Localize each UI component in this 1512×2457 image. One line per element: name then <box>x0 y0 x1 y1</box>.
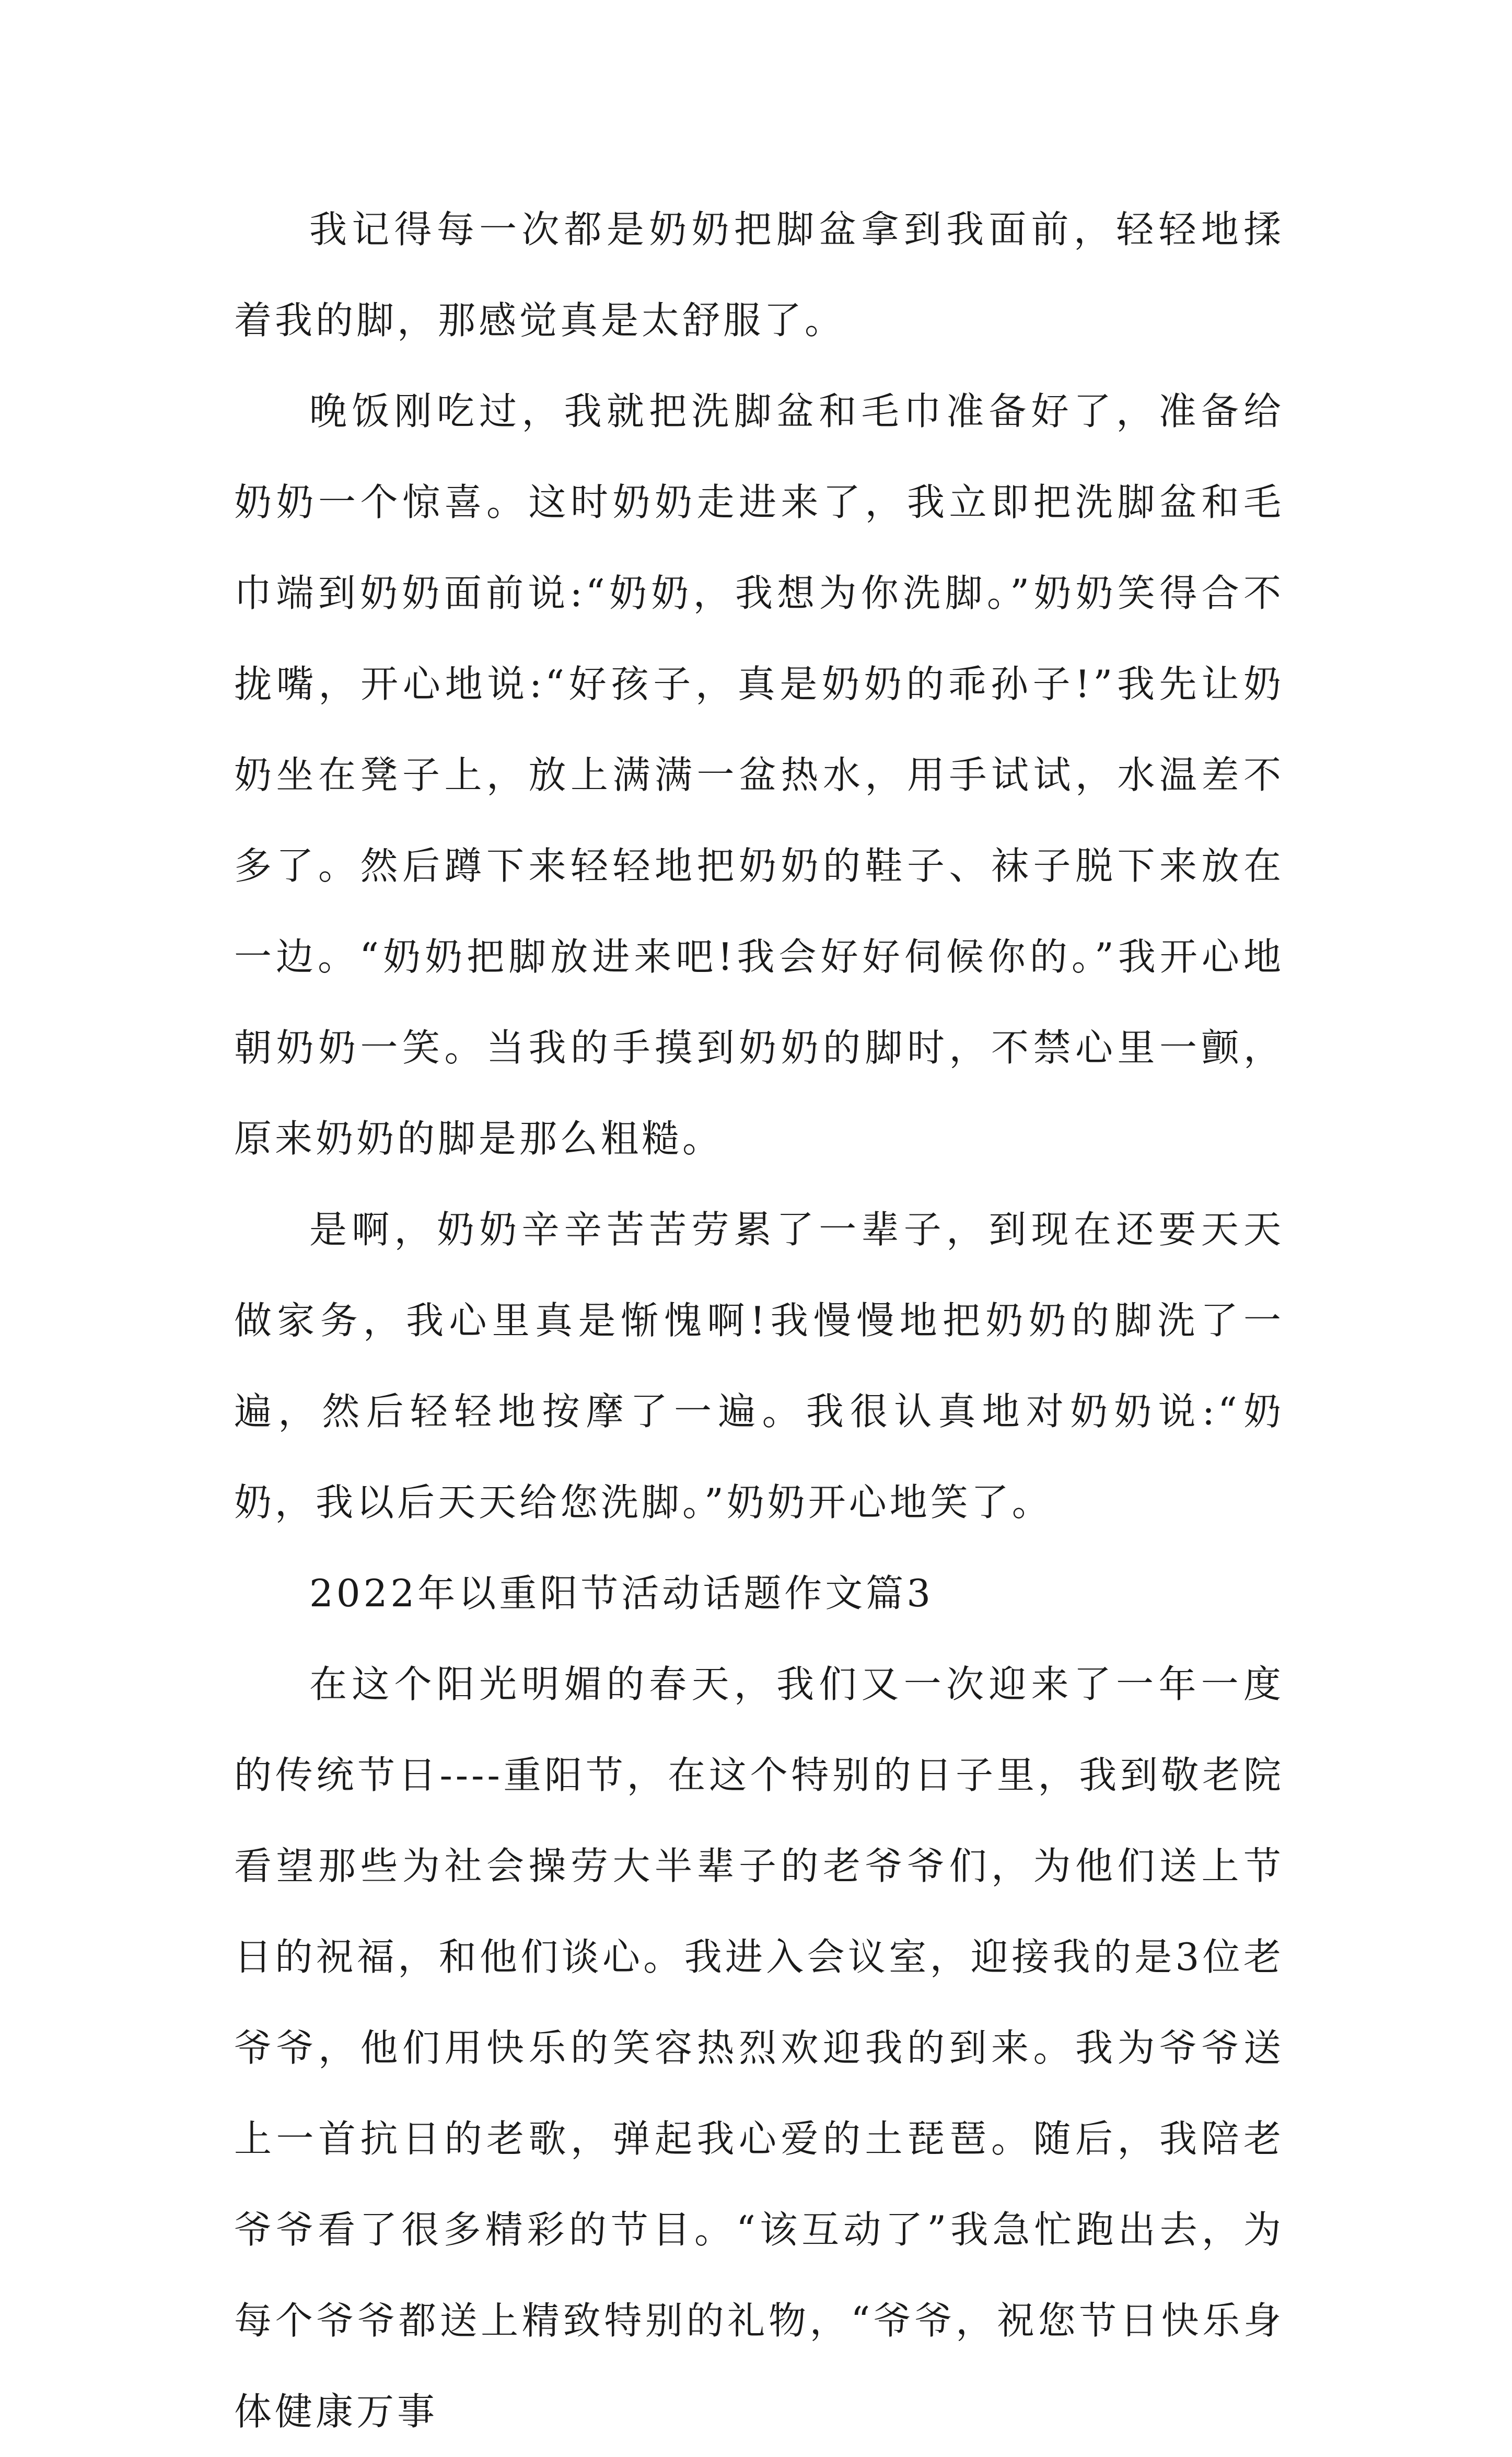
paragraph-1: 我记得每一次都是奶奶把脚盆拿到我面前，轻轻地揉着我的脚，那感觉真是太舒服了。 <box>234 207 1284 342</box>
section-heading: 2022年以重阳节活动话题作文篇3 <box>309 1571 934 1615</box>
paragraph-2: 晚饭刚吃过，我就把洗脚盆和毛巾准备好了，准备给奶奶一个惊喜。这时奶奶走进来了，我立即把洗脚盆和毛巾端到奶奶面前说:“奶奶，我想为你洗脚。”奶奶笑得合不拢嘴，开心地说:“好孩子，真是奶奶的乖孙子!”我先让奶奶坐在凳子上，放上满满一盆热水，用手试试，水温差不多了。然后蹲下来轻轻地把奶奶的鞋子、袜子脱下来放在一边。“奶奶把脚放进来吧!我会好好伺候你的。”我开心地朝奶奶一笑。当我的手摸到奶奶的脚时，不禁心里一颤，原来奶奶的脚是那么粗糙。 <box>234 389 1284 1161</box>
paragraph-4: 在这个阳光明媚的春天，我们又一次迎来了一年一度的传统节日----重阳节，在这个特别的日子里，我到敬老院看望那些为社会操劳大半辈子的老爷爷们，为他们送上节日的祝福，和他们谈心。我进入会议室，迎接我的是3位老爷爷，他们用快乐的笑容热烈欢迎我的到来。我为爷爷送上一首抗日的老歌，弹起我心爱的土琵琶。随后，我陪老爷爷看了很多精彩的节目。“该互动了”我急忙跑出去，为每个爷爷都送上精致特别的礼物，“爷爷，祝您节日快乐身体健康万事 <box>234 1662 1284 2433</box>
paragraph-3: 是啊，奶奶辛辛苦苦劳累了一辈子，到现在还要天天做家务，我心里真是惭愧啊!我慢慢地把奶奶的脚洗了一遍，然后轻轻地按摩了一遍。我很认真地对奶奶说:“奶奶，我以后天天给您洗脚。”奶奶开心地笑了。 <box>234 1208 1284 1524</box>
article-body <box>234 184 1284 2457</box>
